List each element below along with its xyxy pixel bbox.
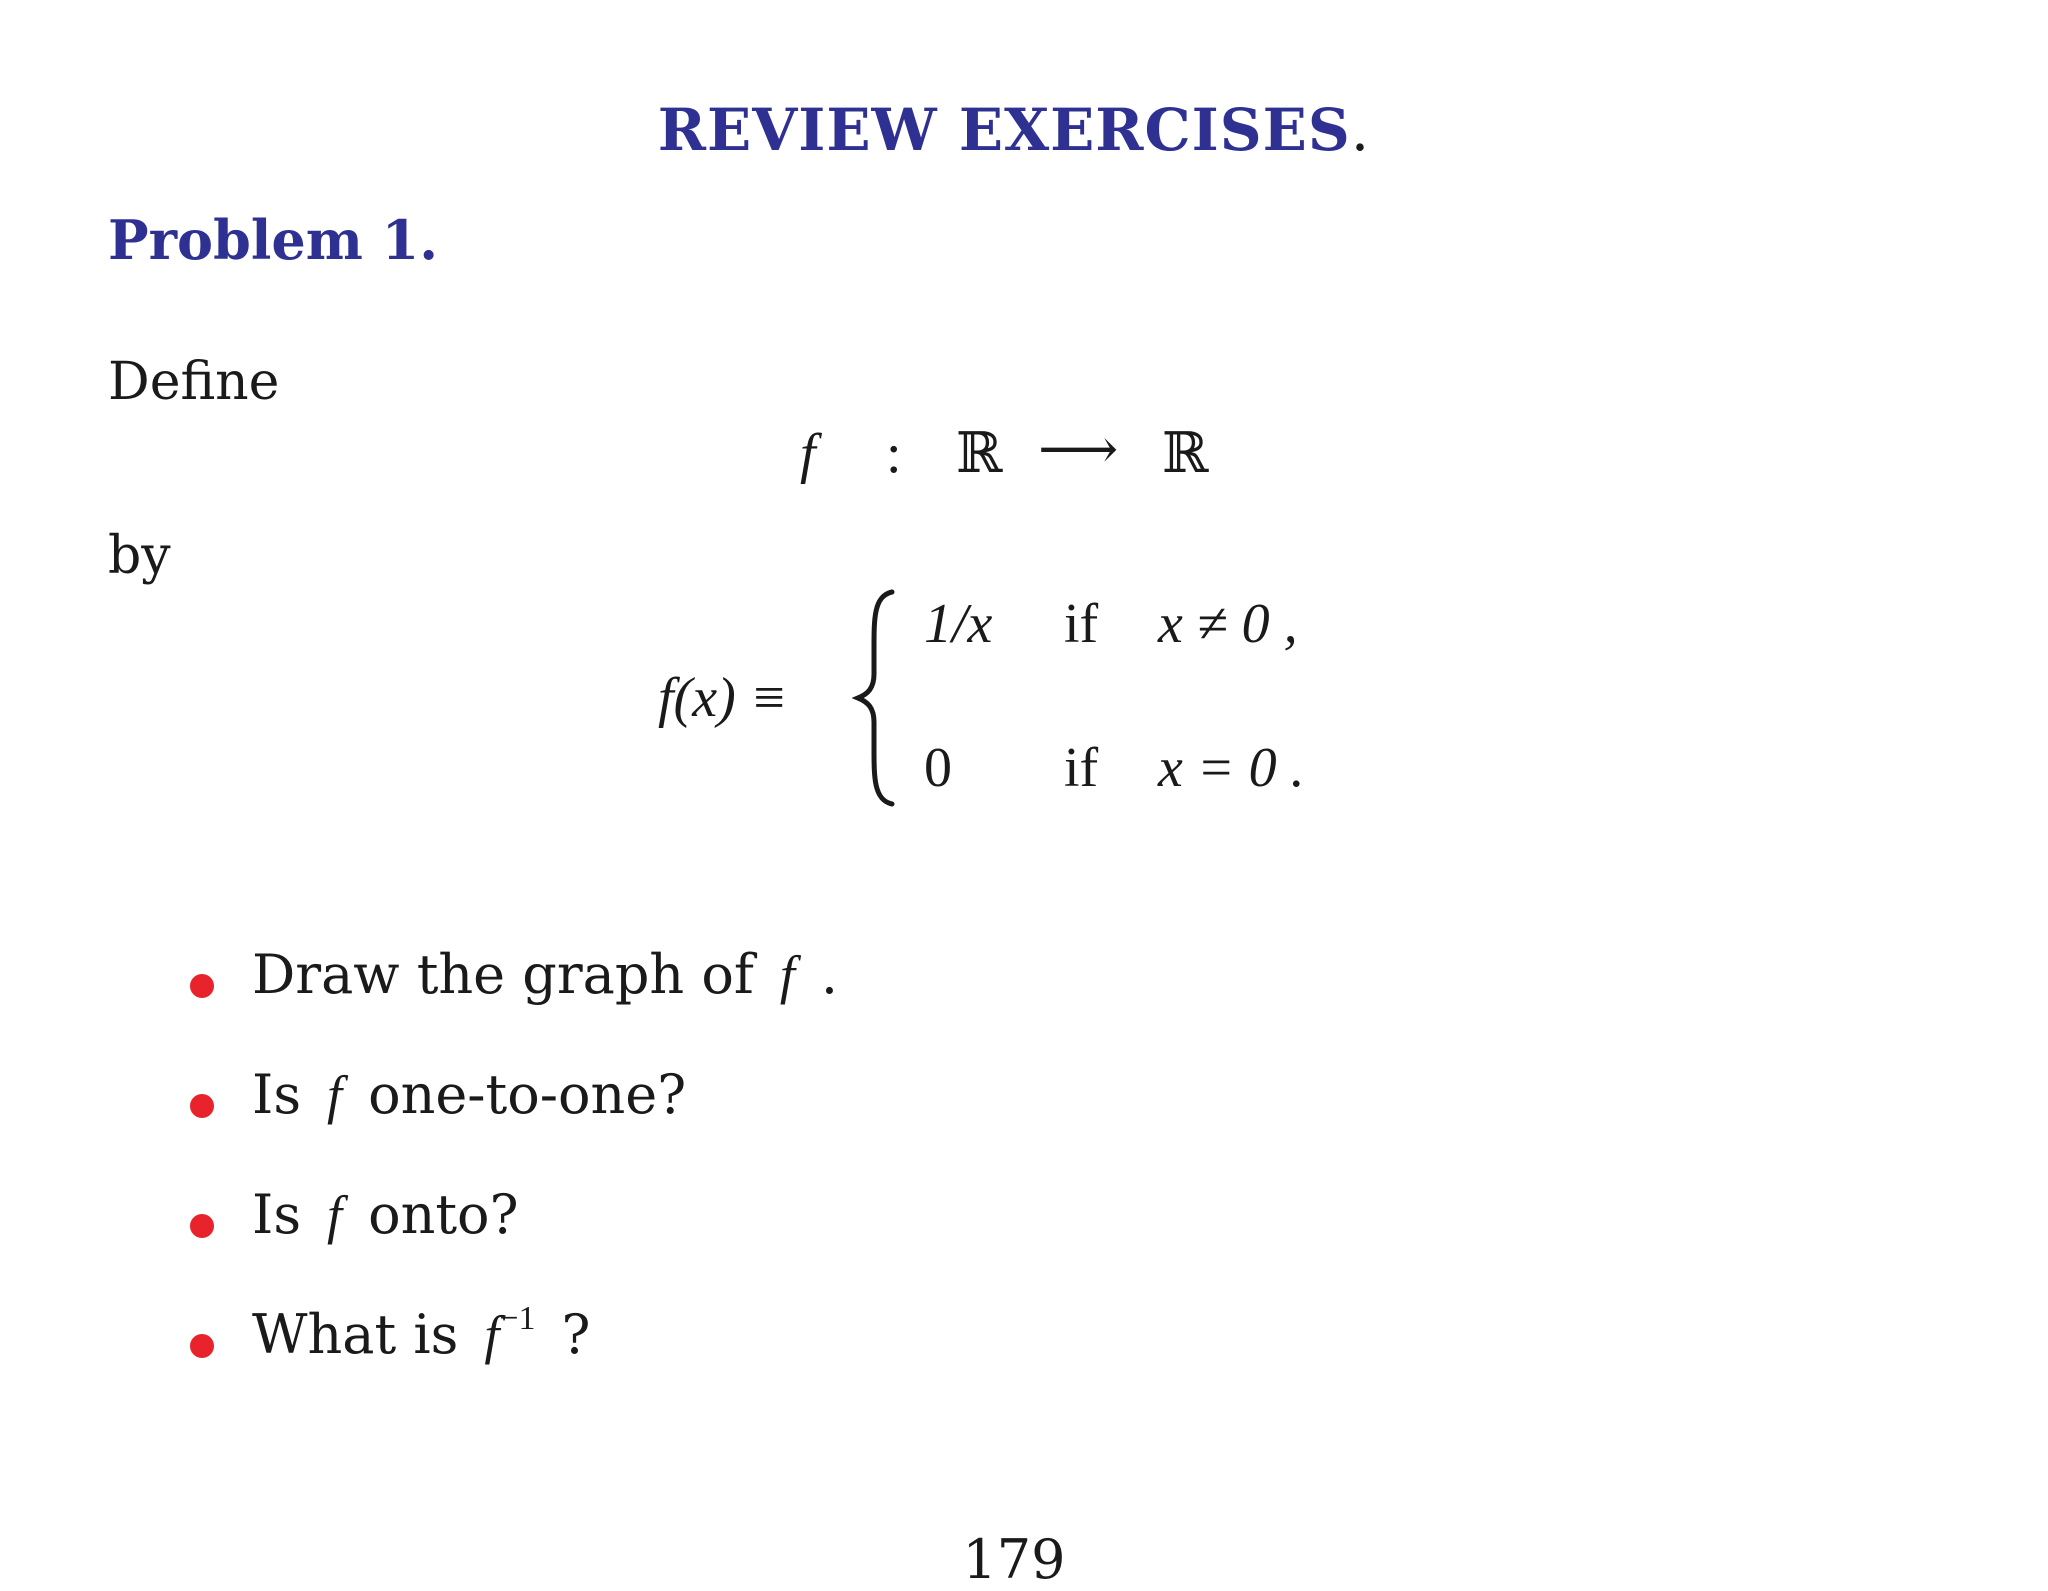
page-number: 179 [962, 1528, 1066, 1591]
mapping-colon: : [886, 423, 902, 485]
question-4-after: ? [561, 1303, 591, 1366]
question-2-text: Is [252, 1063, 302, 1126]
list-item [190, 1300, 838, 1428]
question-3-text: Is [252, 1183, 302, 1246]
section-title-period: . [1350, 96, 1371, 164]
bullet-dot-icon [190, 974, 214, 998]
question-2-after: one-to-one? [368, 1063, 687, 1126]
question-4-superscript: −1 [499, 1300, 536, 1337]
question-1-text: Draw the graph of [252, 943, 754, 1006]
question-1-math: f [779, 945, 795, 1005]
case-1-value-text: 1/x [924, 593, 993, 655]
mapping-codomain: ℝ [1162, 423, 1209, 485]
mapping-domain: ℝ [956, 423, 1003, 485]
section-title [0, 96, 2028, 164]
case-1-condition-text: x ≠ 0 , [1158, 593, 1298, 655]
question-list [190, 943, 839, 1428]
case-1-condition [1158, 593, 1298, 655]
question-3-after: onto? [368, 1183, 519, 1246]
by-label: by [108, 526, 171, 586]
case-1-if: if [1064, 593, 1099, 655]
definition-lhs [658, 667, 788, 729]
mapping-func-symbol: f [800, 423, 816, 485]
bullet-dot-icon [190, 1214, 214, 1238]
question-1-after: . [820, 943, 839, 1006]
bullet-dot-icon [190, 1094, 214, 1118]
case-2-value: 0 [924, 737, 952, 799]
question-2-math: f [327, 1065, 343, 1125]
question-3-math: f [327, 1185, 343, 1245]
define-label: Define [108, 352, 280, 412]
case-2-condition-text: x = 0 . [1158, 737, 1305, 799]
list-item [190, 1183, 838, 1308]
bullet-dot-icon [190, 1334, 214, 1358]
definition-lhs-text: f(x) ≡ [658, 667, 788, 729]
list-item [190, 943, 839, 1068]
left-brace-icon [852, 588, 900, 808]
question-4-text: What is [252, 1303, 459, 1366]
list-item [190, 1063, 838, 1188]
problem-heading: Problem 1. [108, 208, 439, 272]
case-2-condition [1158, 737, 1305, 799]
case-1-value [924, 593, 993, 655]
mapping-arrow: ⟶ [1038, 419, 1119, 481]
question-4-math: f [484, 1305, 500, 1365]
mapping-func [800, 423, 816, 485]
section-title-text: REVIEW EXERCISES [657, 96, 1351, 164]
case-2-if: if [1064, 737, 1099, 799]
